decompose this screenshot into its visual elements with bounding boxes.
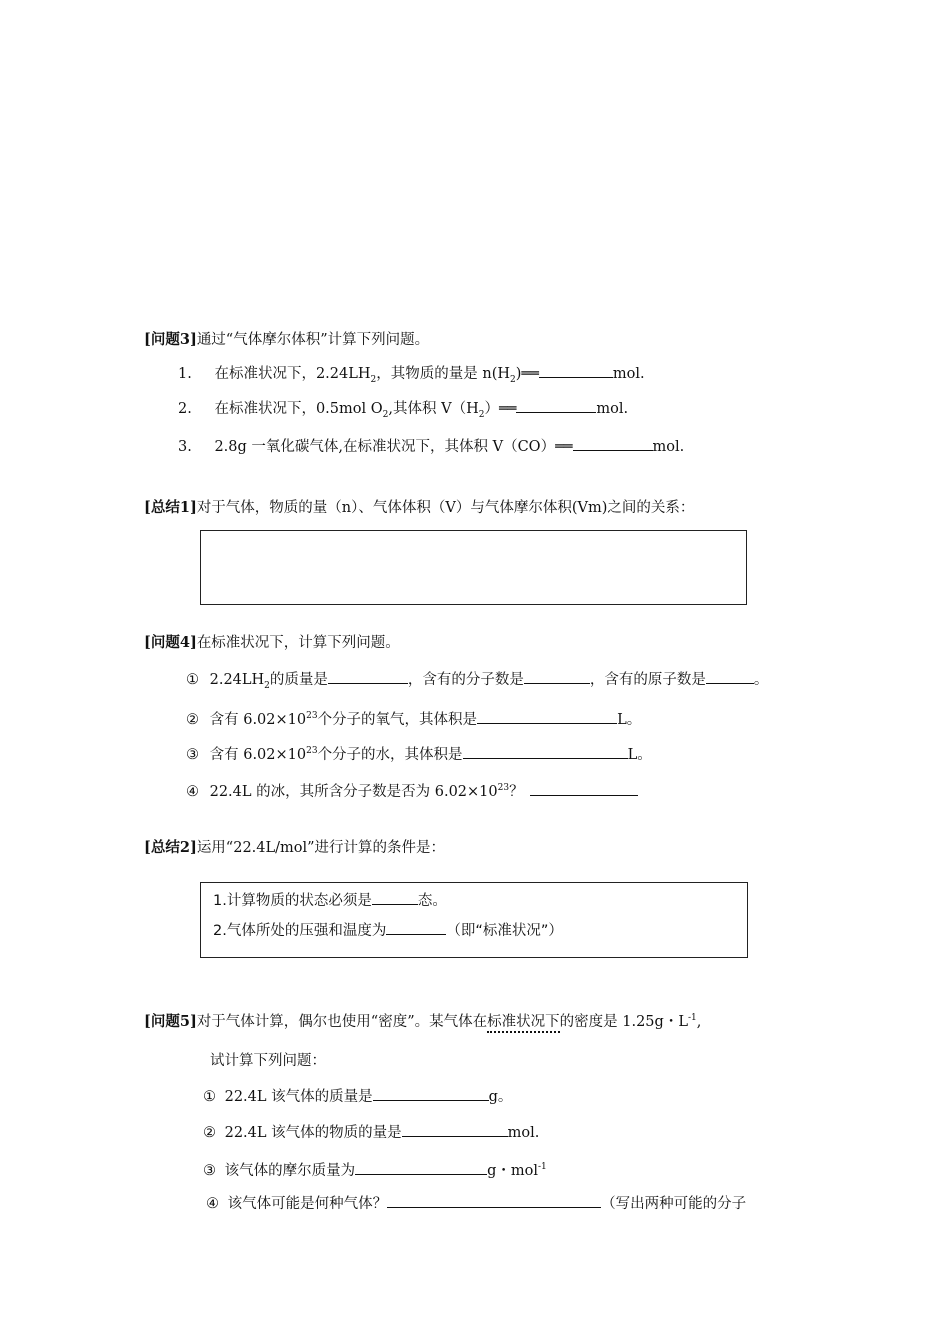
superscript: 23 bbox=[497, 783, 510, 793]
q4-tag: [问题4] bbox=[144, 634, 197, 651]
q3-item-1 bbox=[178, 363, 645, 390]
item-number: ① bbox=[203, 1089, 216, 1105]
q5-line-2: 试计算下列问题： bbox=[210, 1053, 326, 1069]
item-text: 2.24LH bbox=[209, 672, 265, 688]
superscript: -1 bbox=[538, 1162, 547, 1172]
item-number: ④ bbox=[206, 1196, 219, 1212]
s1-tag: [总结1] bbox=[144, 499, 197, 516]
answer-blank[interactable] bbox=[477, 709, 617, 724]
answer-blank[interactable] bbox=[539, 363, 613, 378]
box-text: 1.计算物质的状态必须是 bbox=[213, 893, 372, 909]
q3-text: 通过“气体摩尔体积”计算下列问题。 bbox=[196, 332, 430, 348]
q4-text: 在标准状况下，计算下列问题。 bbox=[196, 635, 400, 651]
item-text: 该气体的摩尔质量为 bbox=[224, 1162, 356, 1179]
item-text: （写出两种可能的分子 bbox=[601, 1196, 747, 1212]
unit: mol. bbox=[612, 366, 645, 382]
unit: L。 bbox=[627, 746, 652, 763]
s2-box-line-2 bbox=[213, 919, 563, 940]
s1-heading bbox=[144, 498, 694, 518]
item-text: ，含有的分子数是 bbox=[407, 672, 524, 688]
item-text: 个分子的氧气，其体积是 bbox=[317, 711, 478, 728]
subscript: 2 bbox=[510, 374, 516, 385]
q3-heading bbox=[144, 330, 429, 350]
q4-heading bbox=[144, 633, 400, 653]
q4-item-2 bbox=[186, 706, 641, 730]
unit: mol. bbox=[596, 401, 629, 417]
answer-blank[interactable] bbox=[706, 669, 754, 684]
item-text: 在标准状况下，2.24LH bbox=[214, 366, 371, 382]
q5-item-1 bbox=[203, 1086, 512, 1107]
answer-blank[interactable] bbox=[372, 890, 418, 905]
s2-box-line-1 bbox=[213, 889, 447, 910]
answer-blank[interactable] bbox=[530, 781, 638, 796]
subscript: 2 bbox=[382, 409, 389, 420]
q5-text: , bbox=[696, 1013, 702, 1030]
q5-text: 的密度是 1.25g・L bbox=[559, 1013, 688, 1030]
answer-blank[interactable] bbox=[402, 1122, 508, 1137]
item-number: 2. bbox=[178, 401, 192, 417]
answer-blank[interactable] bbox=[373, 1086, 489, 1101]
subscript: 2 bbox=[264, 680, 270, 691]
item-number: 3. bbox=[178, 439, 192, 455]
item-number: ② bbox=[186, 711, 199, 728]
item-text: 含有 6.02×10 bbox=[209, 746, 307, 763]
item-number: ③ bbox=[186, 746, 199, 763]
item-text: 22.4L 的冰，其所含分子数是否为 6.02×10 bbox=[209, 783, 498, 800]
q5-heading bbox=[144, 1008, 701, 1032]
item-number: ① bbox=[186, 672, 199, 688]
unit: g・mol bbox=[487, 1162, 539, 1179]
s2-tag: [总结2] bbox=[144, 839, 197, 856]
item-text: 个分子的水，其体积是 bbox=[317, 746, 463, 763]
answer-blank[interactable] bbox=[386, 920, 446, 935]
superscript: -1 bbox=[687, 1013, 697, 1023]
item-text: ，含有的原子数是 bbox=[589, 672, 706, 688]
q5-item-4 bbox=[206, 1193, 746, 1214]
q4-item-3 bbox=[186, 741, 652, 765]
unit: mol. bbox=[507, 1125, 540, 1141]
q3-tag: [问题3] bbox=[144, 331, 197, 348]
q5-item-2 bbox=[203, 1122, 539, 1143]
q4-item-1 bbox=[186, 669, 768, 696]
answer-blank[interactable] bbox=[516, 398, 596, 413]
item-text: ）══ bbox=[484, 401, 517, 417]
answer-blank[interactable] bbox=[463, 744, 628, 759]
superscript: 23 bbox=[306, 746, 318, 756]
item-text: 在标准状况下，0.5mol O bbox=[214, 401, 383, 417]
s2-box bbox=[200, 882, 748, 958]
q3-item-2 bbox=[178, 398, 628, 425]
item-text: ，其物质的量是 n(H bbox=[376, 366, 510, 382]
s1-answer-box[interactable] bbox=[200, 530, 747, 605]
q5-item-3 bbox=[203, 1157, 547, 1181]
answer-blank[interactable] bbox=[387, 1193, 601, 1208]
subscript: 2 bbox=[370, 374, 377, 385]
s1-text: 对于气体，物质的量（n）、气体体积（V）与气体摩尔体积(Vm)之间的关系： bbox=[196, 500, 695, 516]
item-text: ,其体积 V（H bbox=[388, 401, 479, 417]
item-number: ② bbox=[203, 1125, 216, 1141]
item-text: )══ bbox=[515, 366, 539, 382]
answer-blank[interactable] bbox=[573, 436, 653, 451]
item-number: ④ bbox=[186, 783, 199, 800]
q5-tag: [问题5] bbox=[144, 1012, 197, 1030]
superscript: 23 bbox=[306, 711, 318, 721]
item-text: ？ bbox=[509, 783, 524, 800]
emphasis-text: 标准状况下 bbox=[487, 1014, 560, 1033]
item-text: 的质量是 bbox=[269, 672, 328, 688]
item-text: 22.4L 该气体的质量是 bbox=[224, 1089, 373, 1105]
item-text: 。 bbox=[753, 672, 769, 688]
q3-item-3 bbox=[178, 436, 684, 457]
q5-text: 对于气体计算，偶尔也使用“密度”。某气体在 bbox=[196, 1013, 488, 1030]
item-text: 2.8g 一氧化碳气体,在标准状况下，其体积 V（CO）══ bbox=[214, 439, 573, 455]
box-text: 2.气体所处的压强和温度为 bbox=[213, 923, 387, 939]
s2-text: 运用“22.4L/mol”进行计算的条件是： bbox=[196, 840, 446, 856]
item-number: 1. bbox=[178, 366, 192, 382]
box-text: 态。 bbox=[417, 893, 447, 909]
unit: L。 bbox=[617, 711, 642, 728]
unit: mol. bbox=[652, 439, 685, 455]
answer-blank[interactable] bbox=[355, 1160, 487, 1175]
answer-blank[interactable] bbox=[524, 669, 590, 684]
answer-blank[interactable] bbox=[328, 669, 408, 684]
item-text: 该气体可能是何种气体？ bbox=[227, 1196, 388, 1212]
item-text: 22.4L 该气体的物质的量是 bbox=[224, 1125, 402, 1141]
item-text: 含有 6.02×10 bbox=[209, 711, 307, 728]
q4-item-4 bbox=[186, 778, 638, 802]
subscript: 2 bbox=[478, 409, 485, 420]
s2-heading bbox=[144, 838, 445, 858]
unit: g。 bbox=[488, 1089, 513, 1105]
item-number: ③ bbox=[203, 1162, 216, 1179]
box-text: （即“标准状况”） bbox=[446, 923, 563, 939]
